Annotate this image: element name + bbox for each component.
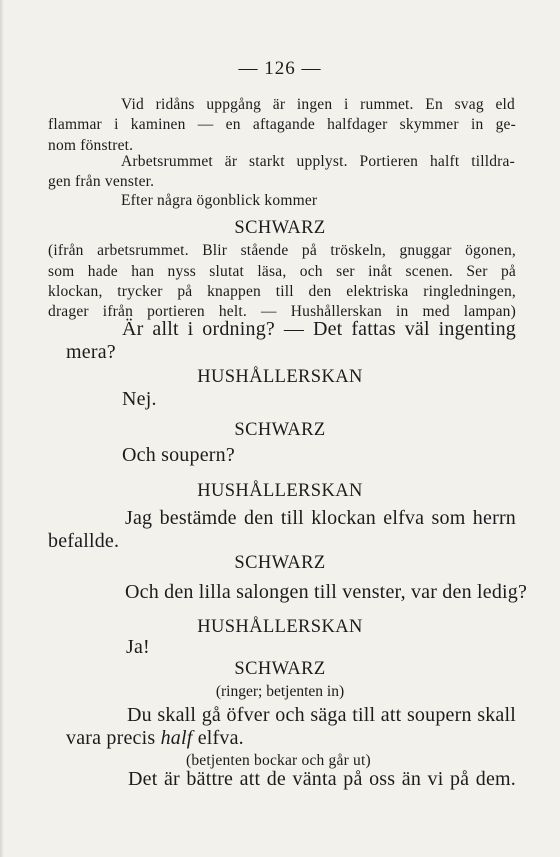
page-number: — 126 — xyxy=(238,58,322,79)
dialogue-line: Ja! xyxy=(126,636,150,658)
stage-direction-line: (betjenten bockar och går ut) xyxy=(186,752,371,769)
speaker-name: SCHWARZ xyxy=(234,218,326,238)
speaker-name: SCHWARZ xyxy=(234,420,326,440)
emphasized-word: half xyxy=(160,727,193,749)
speaker-name: HUSHÅLLERSKAN xyxy=(197,481,363,501)
stage-direction-line: flammar i kaminen — en aftagande halfdager skymmer in ge- xyxy=(48,116,516,133)
stage-direction-line: nom fönstret. xyxy=(48,137,134,154)
dialogue-line: Du skall gå öfver och säga till att soupern skall xyxy=(127,704,516,726)
stage-direction-line: Efter några ögonblick kommer xyxy=(121,192,318,209)
dialogue-line: Och den lilla salongen till venster, var den ledig? xyxy=(125,581,528,603)
speaker-name: SCHWARZ xyxy=(234,553,326,573)
stage-direction-line: som hade han nyss slutat läsa, och ser inåt scenen. Ser på xyxy=(48,263,516,280)
dialogue-line xyxy=(66,727,244,750)
stage-direction-line: (ifrån arbetsrummet. Blir stående på tröskeln, gnuggar ögonen, xyxy=(48,242,516,259)
dialogue-line: Jag bestämde den till klockan elfva som herrn xyxy=(125,507,516,529)
dialogue-line: Det är bättre att de vänta på oss än vi på dem. xyxy=(128,768,516,790)
stage-direction-line: gen från venster. xyxy=(48,173,155,190)
stage-direction-line: Arbetsrummet är starkt upplyst. Portieren halft tilldra- xyxy=(121,153,515,170)
stage-direction-line: klockan, trycker på knappen till den elektriska ringledningen, xyxy=(48,283,516,300)
dialogue-line: Och soupern? xyxy=(122,444,235,466)
speaker-name: HUSHÅLLERSKAN xyxy=(197,367,363,387)
dialogue-text: elfva. xyxy=(192,727,244,749)
stage-direction-line: Vid ridåns uppgång är ingen i rummet. En svag eld xyxy=(121,96,515,113)
speaker-name: SCHWARZ xyxy=(234,659,326,679)
dialogue-line: Är allt i ordning? — Det fattas väl ingenting xyxy=(122,318,516,340)
dialogue-line: Nej. xyxy=(122,388,157,410)
stage-direction-line: (ringer; betjenten in) xyxy=(215,683,345,700)
stage-direction-line: drager ifrån portieren helt. — Hushållerskan in med lampan) xyxy=(48,303,516,320)
dialogue-line: mera? xyxy=(66,341,116,363)
dialogue-text: vara precis xyxy=(66,727,161,749)
speaker-name: HUSHÅLLERSKAN xyxy=(197,617,363,637)
dialogue-line: befallde. xyxy=(48,530,120,552)
